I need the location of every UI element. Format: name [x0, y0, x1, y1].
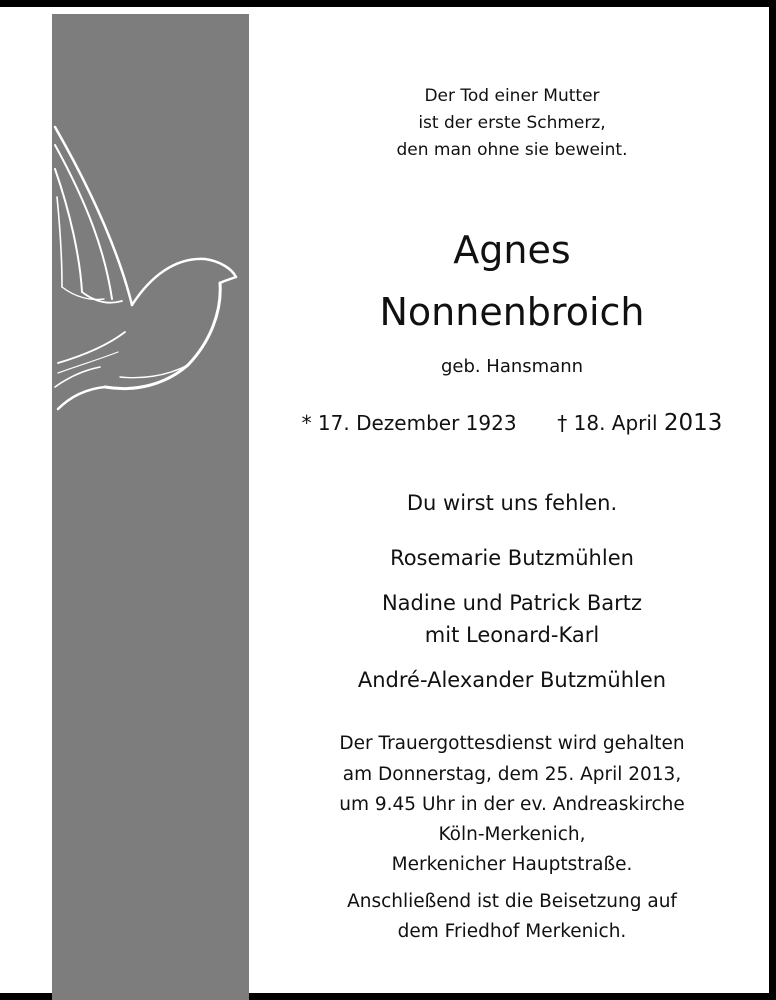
birth-date: * 17. Dezember 1923: [301, 411, 517, 435]
motto-line-3: den man ohne sie beweint.: [396, 140, 628, 160]
family-line-2: Nadine und Patrick Bartz: [381, 591, 643, 615]
service-line-1: Der Trauergottesdienst wird gehalten: [339, 733, 685, 754]
first-name: Agnes: [453, 228, 571, 272]
death-date: † 18. April: [557, 411, 658, 435]
maiden-name: geb. Hansmann: [440, 356, 584, 377]
life-dates: [262, 410, 762, 436]
service-line-5: Merkenicher Hauptstraße.: [391, 854, 633, 875]
family-line-3: mit Leonard-Karl: [424, 623, 600, 647]
burial-line-2: dem Friedhof Merkenich.: [397, 921, 627, 942]
burial-line-1: Anschließend ist die Beisetzung auf: [347, 891, 677, 912]
family-line-1: Rosemarie Butzmühlen: [390, 546, 634, 570]
service-line-4: Köln-Merkenich,: [438, 824, 586, 845]
farewell-text: Du wirst uns fehlen.: [406, 491, 618, 515]
service-line-3: um 9.45 Uhr in der ev. Andreaskirche: [339, 794, 685, 815]
service-line-2: am Donnerstag, dem 25. April 2013,: [342, 764, 682, 785]
family-line-4: André-Alexander Butzmühlen: [357, 668, 667, 692]
death-year: 2013: [663, 410, 723, 436]
dove-icon: [0, 87, 250, 427]
last-name: Nonnenbroich: [379, 290, 645, 334]
motto-line-1: Der Tod einer Mutter: [424, 86, 600, 106]
motto-line-2: ist der erste Schmerz,: [418, 113, 606, 133]
